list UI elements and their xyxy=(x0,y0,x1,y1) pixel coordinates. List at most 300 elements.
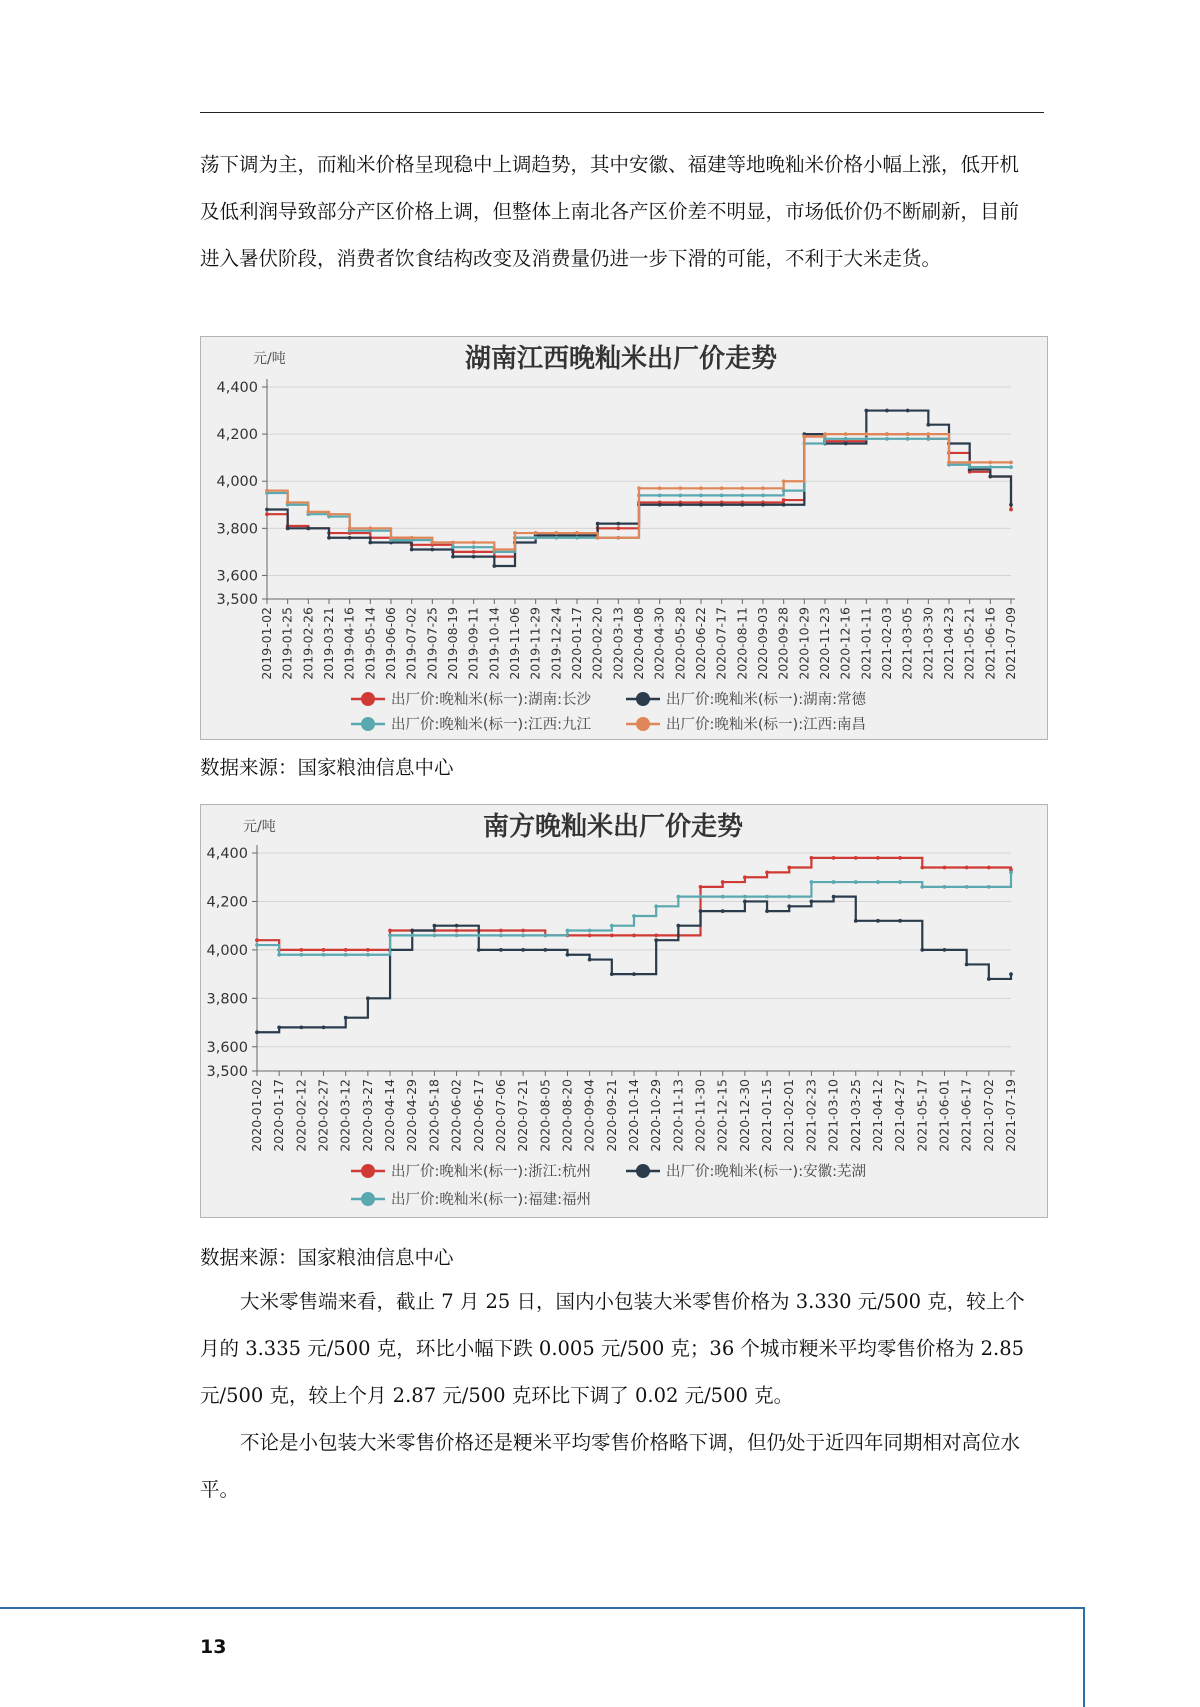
x-tick-label: 2020-04-08 xyxy=(631,607,646,680)
data-point xyxy=(699,503,703,507)
data-point xyxy=(968,465,972,469)
data-point xyxy=(1009,972,1013,976)
data-point xyxy=(306,510,310,514)
data-point xyxy=(348,526,352,530)
data-point xyxy=(654,904,658,908)
data-point xyxy=(265,508,269,512)
x-tick-label: 2019-04-16 xyxy=(341,607,357,680)
y-axis-unit: 元/吨 xyxy=(243,819,276,835)
data-point xyxy=(943,885,947,889)
data-point xyxy=(699,493,703,497)
data-point xyxy=(743,875,747,879)
data-point xyxy=(306,526,310,530)
data-point xyxy=(588,958,592,962)
data-point xyxy=(344,1016,348,1020)
data-point xyxy=(743,900,747,904)
x-tick-label: 2021-05-21 xyxy=(961,607,977,680)
x-tick-label: 2020-11-30 xyxy=(692,1079,708,1152)
data-point xyxy=(876,880,880,884)
x-tick-label: 2020-09-04 xyxy=(581,1079,597,1152)
data-point xyxy=(616,536,620,540)
data-point xyxy=(823,432,827,436)
data-point xyxy=(765,870,769,874)
data-point xyxy=(864,409,868,413)
data-point xyxy=(543,933,547,937)
x-tick-label: 2020-11-23 xyxy=(817,607,832,680)
data-point xyxy=(678,503,682,507)
data-point xyxy=(255,938,259,942)
data-point xyxy=(1009,465,1013,469)
data-point xyxy=(987,885,991,889)
data-point xyxy=(277,953,281,957)
x-tick-label: 2019-01-02 xyxy=(259,607,274,680)
data-point xyxy=(534,536,538,540)
data-point xyxy=(864,432,868,436)
y-tick-label: 4,200 xyxy=(206,894,248,911)
data-point xyxy=(658,486,662,490)
data-point xyxy=(898,919,902,923)
x-tick-label: 2021-03-10 xyxy=(825,1079,841,1152)
x-tick-label: 2020-12-15 xyxy=(714,1079,730,1152)
data-point xyxy=(721,909,725,913)
x-tick-label: 2020-12-16 xyxy=(837,607,853,680)
data-point xyxy=(854,919,858,923)
data-point xyxy=(499,933,503,937)
x-tick-label: 2020-12-30 xyxy=(736,1079,752,1152)
data-point xyxy=(678,486,682,490)
data-point xyxy=(906,437,910,441)
data-point xyxy=(327,536,331,540)
data-point xyxy=(782,503,786,507)
x-tick-label: 2020-07-06 xyxy=(492,1079,508,1152)
data-point xyxy=(658,493,662,497)
data-point xyxy=(632,933,636,937)
x-tick-label: 2020-07-17 xyxy=(713,607,729,680)
data-point xyxy=(410,933,414,937)
x-tick-label: 2019-01-25 xyxy=(279,607,295,680)
x-tick-label: 2020-08-11 xyxy=(734,607,750,680)
data-point xyxy=(864,437,868,441)
x-tick-label: 2020-10-29 xyxy=(796,607,812,680)
data-point xyxy=(255,943,259,947)
data-point xyxy=(1009,870,1013,874)
chart-title: 南方晚籼米出厂价走势 xyxy=(482,812,744,842)
legend-marker xyxy=(636,692,650,706)
data-point xyxy=(588,933,592,937)
x-tick-label: 2020-02-20 xyxy=(589,607,605,680)
y-tick-label: 3,600 xyxy=(206,1039,248,1056)
data-point xyxy=(477,933,481,937)
paragraph-2: 大米零售端来看，截止 7 月 25 日，国内小包装大米零售价格为 3.330 元/500 克，较上个月的 3.335 元/500 克，环比小幅下跌 0.005 元/500 克；36 个城市粳米平均零售价格为 2.85 元/500 克，较上个月 2.87 元/500 克环比下调了 0.02 元/500 克。 xyxy=(200,1290,1025,1407)
x-tick-label: 2021-03-05 xyxy=(899,607,915,680)
data-point xyxy=(898,856,902,860)
data-point xyxy=(765,909,769,913)
legend-label: 出厂价:晚籼米(标一):安徽:芜湖 xyxy=(666,1164,866,1180)
data-point xyxy=(721,895,725,899)
data-point xyxy=(265,512,269,516)
data-point xyxy=(322,1026,326,1030)
data-point xyxy=(388,933,392,937)
y-tick-label: 4,400 xyxy=(206,846,248,862)
data-point xyxy=(787,904,791,908)
x-tick-label: 2020-10-14 xyxy=(626,1079,641,1152)
data-point xyxy=(654,938,658,942)
data-point xyxy=(676,924,680,928)
data-point xyxy=(433,924,437,928)
x-tick-label: 2019-07-02 xyxy=(403,607,419,680)
data-point xyxy=(410,929,414,933)
data-point xyxy=(575,531,579,535)
chart-hunan-jiangxi xyxy=(200,336,1048,740)
data-point xyxy=(988,465,992,469)
series-line-3 xyxy=(267,434,1011,549)
x-tick-label: 2021-01-11 xyxy=(858,607,874,680)
data-point xyxy=(368,541,372,545)
legend-label: 出厂价:晚籼米(标一):湖南:长沙 xyxy=(391,692,591,708)
data-point xyxy=(782,498,786,502)
data-point xyxy=(255,1030,259,1034)
data-point xyxy=(810,900,814,904)
data-point xyxy=(610,933,614,937)
legend-label: 出厂价:晚籼米(标一):浙江:杭州 xyxy=(391,1164,591,1180)
data-point xyxy=(588,929,592,933)
x-tick-label: 2019-11-06 xyxy=(507,607,522,680)
legend-label: 出厂价:晚籼米(标一):江西:九江 xyxy=(391,717,591,733)
x-tick-label: 2020-01-17 xyxy=(569,607,584,680)
x-tick-label: 2019-06-06 xyxy=(383,607,398,680)
data-point xyxy=(761,493,765,497)
x-tick-label: 2021-07-02 xyxy=(980,1079,996,1152)
x-tick-label: 2020-09-28 xyxy=(775,607,791,680)
x-tick-label: 2021-04-12 xyxy=(869,1079,885,1152)
x-tick-label: 2021-02-03 xyxy=(879,607,894,680)
x-tick-label: 2020-06-02 xyxy=(448,1079,464,1152)
data-source-1: 数据来源：国家粮油信息中心 xyxy=(200,756,454,779)
y-tick-label: 4,400 xyxy=(216,380,258,396)
data-point xyxy=(299,1026,303,1030)
legend-marker xyxy=(636,717,650,731)
data-point xyxy=(926,437,930,441)
data-point xyxy=(720,503,724,507)
data-point xyxy=(554,536,558,540)
data-point xyxy=(596,536,600,540)
x-tick-label: 2020-02-27 xyxy=(315,1079,331,1152)
x-tick-label: 2020-05-28 xyxy=(672,607,688,680)
data-point xyxy=(740,486,744,490)
x-tick-label: 2020-01-02 xyxy=(249,1079,264,1152)
legend-marker xyxy=(361,692,375,706)
x-tick-label: 2020-04-29 xyxy=(404,1079,420,1152)
data-point xyxy=(344,948,348,952)
data-point xyxy=(477,948,481,952)
x-tick-label: 2019-10-14 xyxy=(486,607,502,680)
header-rule xyxy=(200,112,1044,113)
data-point xyxy=(920,948,924,952)
data-point xyxy=(286,501,290,505)
data-point xyxy=(472,545,476,549)
data-point xyxy=(366,996,370,1000)
data-point xyxy=(368,526,372,530)
data-point xyxy=(676,895,680,899)
data-point xyxy=(610,924,614,928)
data-point xyxy=(575,536,579,540)
series-line-2 xyxy=(257,872,1011,954)
x-tick-label: 2019-03-21 xyxy=(321,607,336,680)
data-point xyxy=(322,953,326,957)
data-point xyxy=(765,895,769,899)
data-point xyxy=(810,856,814,860)
x-tick-label: 2021-03-25 xyxy=(847,1079,863,1152)
chart-hunan-jiangxi-svg xyxy=(201,337,1047,739)
data-point xyxy=(721,880,725,884)
data-point xyxy=(472,541,476,545)
data-point xyxy=(854,880,858,884)
y-tick-label: 3,800 xyxy=(216,521,258,538)
x-tick-label: 2021-04-27 xyxy=(892,1079,908,1152)
data-point xyxy=(802,435,806,439)
data-point xyxy=(906,432,910,436)
data-point xyxy=(455,933,459,937)
y-tick-label: 4,000 xyxy=(216,474,258,491)
y-tick-label: 4,200 xyxy=(216,427,258,444)
legend-marker xyxy=(361,717,375,731)
x-tick-label: 2021-02-23 xyxy=(803,1079,819,1152)
data-point xyxy=(492,548,496,552)
data-point xyxy=(654,933,658,937)
data-point xyxy=(499,948,503,952)
data-point xyxy=(430,548,434,552)
data-point xyxy=(965,963,969,967)
data-point xyxy=(854,856,858,860)
x-tick-label: 2020-08-05 xyxy=(537,1079,553,1152)
data-point xyxy=(787,895,791,899)
legend-label: 出厂价:晚籼米(标一):江西:南昌 xyxy=(666,717,866,733)
data-point xyxy=(410,548,414,552)
data-point xyxy=(521,933,525,937)
data-point xyxy=(410,536,414,540)
x-tick-label: 2019-08-19 xyxy=(445,607,460,680)
data-point xyxy=(876,856,880,860)
x-tick-label: 2021-06-01 xyxy=(936,1079,952,1152)
x-tick-label: 2019-02-26 xyxy=(300,607,316,680)
data-point xyxy=(832,880,836,884)
data-point xyxy=(265,489,269,493)
paragraph-1: 荡下调为主，而籼米价格呈现稳中上调趋势，其中安徽、福建等地晚籼米价格小幅上涨，低开机及低利润导致部分产区价格上调，但整体上南北各产区价差不明显，市场低价仍不断刷新，目前进入暑伏阶段，消费者饮食结构改变及消费量仍进一步下滑的可能，不利于大米走货。 xyxy=(200,153,1020,270)
data-point xyxy=(987,977,991,981)
data-point xyxy=(987,866,991,870)
y-axis-unit: 元/吨 xyxy=(253,351,286,367)
y-tick-label: 3,800 xyxy=(206,991,248,1008)
x-tick-label: 2021-05-17 xyxy=(914,1079,930,1152)
data-point xyxy=(844,437,848,441)
x-tick-label: 2020-01-17 xyxy=(271,1079,287,1152)
x-tick-label: 2021-02-01 xyxy=(781,1079,797,1152)
legend-marker xyxy=(361,1164,375,1178)
data-point xyxy=(299,948,303,952)
data-point xyxy=(898,880,902,884)
data-point xyxy=(761,486,765,490)
data-point xyxy=(885,432,889,436)
data-point xyxy=(678,493,682,497)
x-tick-label: 2020-06-17 xyxy=(470,1079,486,1152)
x-tick-label: 2020-11-13 xyxy=(670,1079,686,1152)
data-point xyxy=(286,526,290,530)
y-tick-label: 3,600 xyxy=(216,568,258,585)
x-tick-label: 2021-07-09 xyxy=(1003,607,1018,680)
legend-label: 出厂价:晚籼米(标一):湖南:常德 xyxy=(666,692,866,708)
paragraph-3: 不论是小包装大米零售价格还是粳米平均零售价格略下调，但仍处于近四年同期相对高位水平。 xyxy=(200,1431,1021,1501)
data-point xyxy=(1009,508,1013,512)
page-number: 13 xyxy=(200,1636,227,1658)
data-point xyxy=(988,475,992,479)
data-point xyxy=(513,531,517,535)
x-tick-label: 2020-09-03 xyxy=(755,607,770,680)
data-point xyxy=(616,522,620,526)
x-tick-label: 2020-07-21 xyxy=(515,1079,531,1152)
data-point xyxy=(743,895,747,899)
data-point xyxy=(761,503,765,507)
data-point xyxy=(566,929,570,933)
data-point xyxy=(906,409,910,413)
x-tick-label: 2020-06-22 xyxy=(693,607,708,680)
data-point xyxy=(455,924,459,928)
data-point xyxy=(632,972,636,976)
data-point xyxy=(965,885,969,889)
x-tick-label: 2020-04-30 xyxy=(651,607,667,680)
data-point xyxy=(299,953,303,957)
x-tick-label: 2020-03-12 xyxy=(337,1079,353,1152)
data-point xyxy=(947,460,951,464)
data-point xyxy=(637,486,641,490)
data-point xyxy=(554,531,558,535)
data-point xyxy=(782,479,786,483)
data-point xyxy=(492,564,496,568)
data-point xyxy=(699,486,703,490)
data-point xyxy=(472,555,476,559)
data-source-2: 数据来源：国家粮油信息中心 xyxy=(200,1246,454,1269)
x-tick-label: 2020-02-12 xyxy=(293,1079,309,1152)
x-tick-label: 2021-01-15 xyxy=(759,1079,775,1152)
y-tick-label: 3,500 xyxy=(216,592,258,608)
x-tick-label: 2021-03-30 xyxy=(920,607,936,680)
data-point xyxy=(920,866,924,870)
data-point xyxy=(499,929,503,933)
data-point xyxy=(566,953,570,957)
data-point xyxy=(455,929,459,933)
data-point xyxy=(348,536,352,540)
data-point xyxy=(699,909,703,913)
x-tick-label: 2019-09-11 xyxy=(465,607,481,680)
chart-title: 湖南江西晚籼米出厂价走势 xyxy=(464,344,778,374)
data-point xyxy=(965,866,969,870)
data-point xyxy=(699,895,703,899)
data-point xyxy=(885,409,889,413)
data-point xyxy=(787,866,791,870)
data-point xyxy=(920,885,924,889)
x-tick-label: 2021-06-16 xyxy=(982,607,998,680)
data-point xyxy=(451,555,455,559)
data-point xyxy=(327,512,331,516)
data-point xyxy=(433,933,437,937)
data-point xyxy=(388,929,392,933)
data-point xyxy=(543,948,547,952)
footer-rule xyxy=(0,1607,1083,1609)
data-point xyxy=(885,437,889,441)
data-point xyxy=(740,503,744,507)
data-point xyxy=(876,919,880,923)
x-tick-label: 2021-04-23 xyxy=(941,607,956,680)
data-point xyxy=(277,1026,281,1030)
x-tick-label: 2020-05-18 xyxy=(426,1079,442,1152)
data-point xyxy=(366,948,370,952)
data-point xyxy=(943,866,947,870)
data-point xyxy=(720,493,724,497)
data-point xyxy=(988,460,992,464)
data-point xyxy=(720,486,724,490)
data-point xyxy=(632,914,636,918)
data-point xyxy=(844,432,848,436)
data-point xyxy=(926,432,930,436)
chart-south-svg xyxy=(201,805,1047,1217)
data-point xyxy=(926,423,930,427)
data-point xyxy=(844,442,848,446)
data-point xyxy=(943,948,947,952)
legend-marker xyxy=(636,1164,650,1178)
chart-south xyxy=(200,804,1048,1218)
data-point xyxy=(472,550,476,554)
data-point xyxy=(832,856,836,860)
data-point xyxy=(968,460,972,464)
data-point xyxy=(699,885,703,889)
y-tick-label: 3,500 xyxy=(206,1064,248,1080)
data-point xyxy=(740,493,744,497)
x-tick-label: 2020-03-27 xyxy=(359,1079,375,1152)
x-tick-label: 2020-10-29 xyxy=(648,1079,664,1152)
data-point xyxy=(534,531,538,535)
data-point xyxy=(451,545,455,549)
legend-label: 出厂价:晚籼米(标一):福建:福州 xyxy=(391,1192,591,1208)
x-tick-label: 2020-03-13 xyxy=(610,607,626,680)
x-tick-label: 2020-09-21 xyxy=(603,1079,619,1152)
x-tick-label: 2019-12-24 xyxy=(548,607,564,680)
legend-marker xyxy=(361,1192,375,1206)
data-point xyxy=(451,541,455,545)
data-point xyxy=(521,929,525,933)
data-point xyxy=(1009,460,1013,464)
data-point xyxy=(610,972,614,976)
data-point xyxy=(810,880,814,884)
x-tick-label: 2021-07-19 xyxy=(1003,1079,1018,1152)
data-point xyxy=(521,948,525,952)
data-point xyxy=(389,536,393,540)
data-point xyxy=(322,948,326,952)
data-point xyxy=(344,953,348,957)
data-point xyxy=(366,953,370,957)
x-tick-label: 2019-07-25 xyxy=(424,607,440,680)
x-tick-label: 2019-05-14 xyxy=(362,607,378,680)
data-point xyxy=(596,522,600,526)
data-point xyxy=(832,895,836,899)
x-tick-label: 2020-04-14 xyxy=(382,1079,398,1152)
data-point xyxy=(430,541,434,545)
data-point xyxy=(616,526,620,530)
x-tick-label: 2019-11-29 xyxy=(527,607,543,680)
x-tick-label: 2021-06-17 xyxy=(958,1079,974,1152)
data-point xyxy=(1009,503,1013,507)
x-tick-label: 2020-08-20 xyxy=(559,1079,575,1152)
data-point xyxy=(658,503,662,507)
y-tick-label: 4,000 xyxy=(206,942,248,959)
